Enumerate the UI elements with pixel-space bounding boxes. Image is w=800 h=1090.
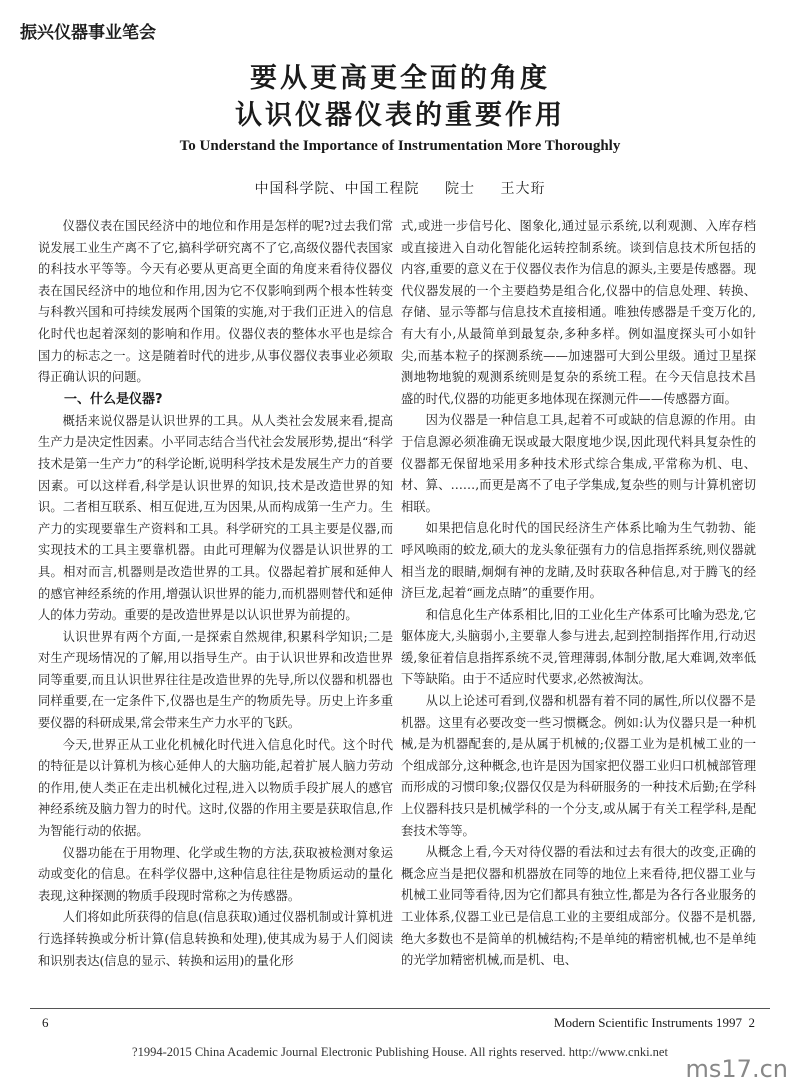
paragraph: 仪器功能在于用物理、化学或生物的方法,获取被检测对象运动或变化的信息。在科学仪器中,这种信息往往是物质运动的量化表现,这种探测的物质手段现时常称之为传感器。 — [38, 845, 393, 903]
paragraph: 从以上论述可看到,仪器和机器有着不同的属性,所以仪器不是机器。这里有必要改变一些习惯概念。例如:认为仪器只是一种机械,是为机器配套的,是从属于机械的;仪器工业为是机械工业的一个组成部分,这种概念,也许是因为国家把仪器工业归口机械部管理而形成的习惯印象;仪器仅仅是为科研服务的一种技术后勤;在学科上仪器科技只是机械学科的一个分支,或从属于有关工程学科,是配套技术等等。 — [401, 694, 756, 838]
author-role: 院士 — [445, 181, 475, 197]
right-column — [401, 216, 756, 972]
page-number: 6 — [42, 1015, 49, 1030]
column-tag: 振兴仪器事业笔会 — [20, 23, 156, 43]
paragraph: 今天,世界正从工业化机械化时代进入信息化时代。这个时代的特征是以计算机为核心延伸人的大脑功能,起着扩展人脑力劳动的作用,使人类正在走出机械化过程,进入以物质手段扩展人的感官神经系统及脑力智力的时代。这时,仪器的作用主要是获取信息,作为智能行动的依据。 — [38, 737, 393, 839]
author-line — [0, 178, 800, 198]
title-line-2: 认识仪器仪表的重要作用 — [235, 100, 565, 131]
paragraph: 仪器仪表在国民经济中的地位和作用是怎样的呢?过去我们常说发展工业生产离不了它,搞科学研究离不了它,高级仪器代表国家的科技水平等等。今天有必要从更高更全面的角度来看待仪器仪表在国民经济中的地位和作用,因为它不仅影响到两个根本性转变与科教兴国和可持续发展两个国策的实施,对于我们正进入的信息化时代也起着深刻的影响和作用。仪器仪表的整体水平也是综合国力的标志之一。这是随着时代的进步,从事仪器仪表事业必须取得正确认识的问题。 — [38, 219, 393, 385]
paragraph: 式,或进一步信号化、图象化,通过显示系统,以利观测、入库存档或直接进入自动化智能化运转控制系统。谈到信息技术所包括的内容,重要的意义在于仪器仪表作为信息的源头,主要是传感器。现代仪器发展的一个主要趋势是组合化,仪器中的信息处理、转换、存储、显示等都与信息技术直接相通。唯独传感器是千变万化的,有大有小,从最简单到最复杂,多种多样。例如温度探头可小如针尖,而基本粒子的探测系统——加速器可大到公里级。通过卫星探测地物地貌的观测系统则是复杂的系统工程。在今天信息技术昌盛的时代,仪器的功能更多地体现在探测元件——传感器方面。 — [401, 219, 756, 406]
paragraph: 人们将如此所获得的信息(信息获取)通过仪器机制或计算机进行选择转换或分析计算(信息转换和处理),使其成为易于人们阅读和识别表达(信息的显示、转换和运用)的量化形 — [38, 910, 393, 968]
paragraph: 从概念上看,今天对待仪器的看法和过去有很大的改变,正确的概念应当是把仪器和机器放在同等的地位上来看待,把仪器工业与机械工业同等看待,因为它们都具有独立性,都是为各行各业服务的工业体系,仪器工业已是信息工业的主要组成部分。仪器不是机器,绝大多数也不是简单的机械结构;不是单纯的精密机械,也不是单纯的光学加精密机械,而是机、电、 — [401, 845, 756, 968]
watermark: ms17.cn — [685, 1055, 788, 1083]
author-name: 王大珩 — [500, 181, 546, 197]
footer-divider — [30, 1008, 770, 1009]
paragraph: 如果把信息化时代的国民经济生产体系比喻为生气勃勃、能呼风唤雨的蛟龙,硕大的龙头象征强有力的信息指挥系统,则仪器就相当龙的眼睛,炯炯有神的龙睛,及时获取各种信息,对于腾飞的经济巨龙,起着“画龙点睛”的重要作用。 — [401, 521, 756, 601]
journal-info — [554, 1015, 755, 1031]
paragraph: 认识世界有两个方面,一是探索自然规律,积累科学知识;二是对生产现场情况的了解,用以指导生产。由于认识世界和改造世界同等重要,而且认识世界往往是改造世界的先导,所以仪器和机器也同样重要,在一定条件下,仪器也是生产的物质先导。历史上许多重要仪器的科研成果,常会带来生产力水平的飞跃。 — [38, 629, 393, 731]
journal-name: Modern Scientific Instruments 1997 — [553, 1015, 742, 1030]
paragraph: 和信息化生产体系相比,旧的工业化生产体系可比喻为恐龙,它躯体庞大,头脑弱小,主要靠人参与进去,起到控制指挥作用,行动迟缓,象征着信息指挥系统不灵,管理薄弱,体制分散,尾大难调,效率低下等缺陷。由于不适应时代要求,必然被淘汰。 — [401, 607, 756, 687]
paragraph: 概括来说仪器是认识世界的工具。从人类社会发展来看,提高生产力是决定性因素。小平同志结合当代社会发展形势,提出“科学技术是第一生产力”的科学论断,说明科学技术是发展生产力的首要因素。可以这样看,科学是认识世界的知识,技术是改造世界的知识。二者相互联系、相互促进,互为因果,从而构成第一生产力。生产力的实现要靠生产资料和工具。科学研究的工具主要是仪器,而实现技术的工具主要靠机器。由此可理解为仪器是认识世界的工具。相对而言,机器则是改造世界的工具。仪器起着扩展和延伸人的感官神经系统的作用,增强认识世界的能力,而机器则替代和延伸人的体力劳动。重要的是改造世界是以认识世界为前提的。 — [38, 413, 393, 623]
title-line-1: 要从更高更全面的角度 — [250, 63, 550, 94]
left-column — [38, 216, 393, 972]
english-title: To Understand the Importance of Instrumentation More Thoroughly — [179, 138, 621, 154]
paragraph: 因为仪器是一种信息工具,起着不可或缺的信息源的作用。由于信息源必须准确无误或最大限度地少误,因此现代料具复杂性的仪器都无保留地采用多种技术形式综合集成,平常称为机、电、材、算、……,而更是离不了电子学集成,复杂些的则与计算机密切相联。 — [401, 413, 756, 514]
copyright-notice: ?1994-2015 China Academic Journal Electronic Publishing House. All rights reserved. http://www.cnki.net — [132, 1045, 668, 1059]
section-heading: 一、什么是仪器? — [64, 391, 163, 407]
issue-number: 2 — [748, 1015, 755, 1030]
author-affiliation: 中国科学院、中国工程院 — [254, 181, 420, 197]
article-title — [0, 60, 800, 134]
